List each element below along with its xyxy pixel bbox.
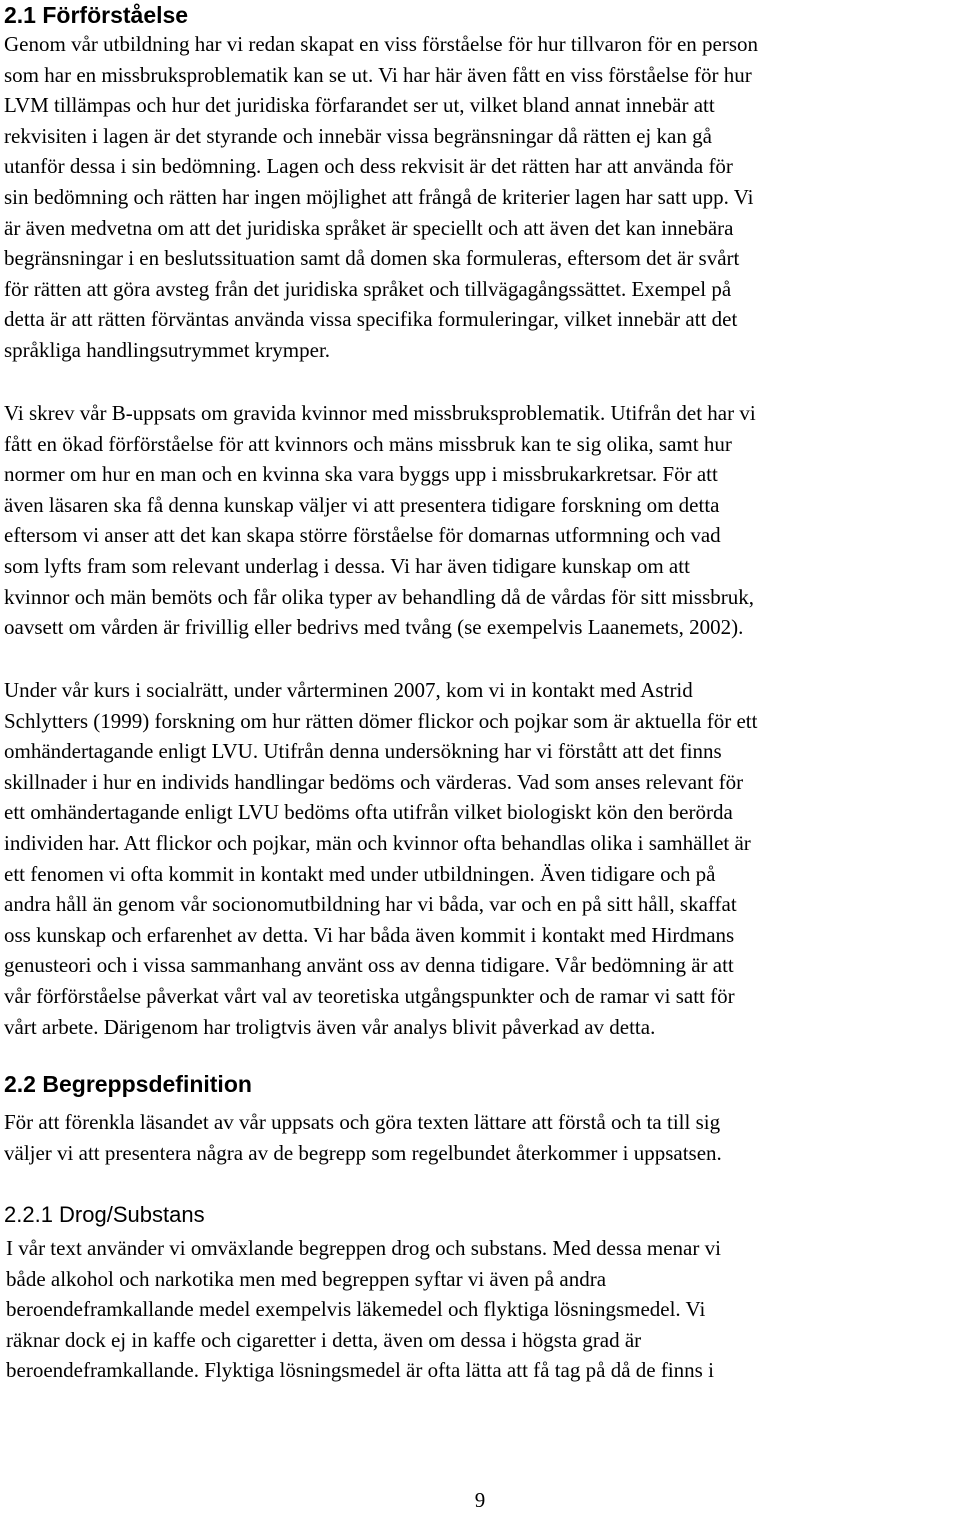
text-line: oss kunskap och erfarenhet av detta. Vi har båda även kommit i kontakt med Hirdmans <box>4 922 735 947</box>
text-line: som har en missbruksproblematik kan se ut. Vi har här även fått en viss förståelse för hur <box>4 62 752 87</box>
text-line: vårt arbete. Därigenom har troligtvis även vår analys blivit påverkad av detta. <box>4 1014 656 1039</box>
text-line: språkliga handlingsutrymmet krymper. <box>4 337 331 362</box>
paragraph-drog-substans <box>6 1233 721 1386</box>
text-line: även läsaren ska få denna kunskap väljer vi att presentera tidigare forskning om detta <box>4 492 720 517</box>
text-line: omhändertagande enligt LVU. Utifrån denna undersökning har vi förstått att det finns <box>4 739 722 764</box>
text-line: LVM tillämpas och hur det juridiska förfarandet ser ut, vilket bland annat innebär att <box>4 93 715 118</box>
text-line: för rätten att göra avsteg från det juridiska språket och tillvägagångssättet. Exempel på <box>4 276 732 301</box>
text-line: ett omhändertagande enligt LVU bedöms ofta utifrån vilket biologiskt kön den berörda <box>4 800 733 825</box>
text-line: begränsningar i en beslutssituation samt då domen ska formuleras, eftersom det är svårt <box>4 246 740 271</box>
text-line: Under vår kurs i socialrätt, under vårterminen 2007, kom vi in kontakt med Astrid <box>4 678 693 702</box>
text-line: sin bedömning och rätten har ingen möjlighet att frångå de kriterier lagen har satt upp. Vi <box>4 184 754 209</box>
text-line: är även medvetna om att det juridiska språket är speciellt och att även det kan innebära <box>4 215 734 240</box>
paragraph-begreppsdefinition <box>4 1107 722 1168</box>
text-line: väljer vi att presentera några av de begrepp som regelbundet återkommer i uppsatsen. <box>4 1140 722 1165</box>
text-line: skillnader i hur en individs handlingar bedöms och värderas. Vad som anses relevant för <box>4 769 744 794</box>
text-line: beroendeframkallande. Flyktiga lösningsmedel är ofta lätta att få tag på då de finns i <box>6 1358 714 1383</box>
text-line: räknar dock ej in kaffe och cigaretter i detta, även om dessa i högsta grad är <box>6 1327 642 1352</box>
text-line: som lyfts fram som relevant underlag i dessa. Vi har även tidigare kunskap om att <box>4 553 690 578</box>
text-line: beroendeframkallande medel exempelvis läkemedel och flyktiga lösningsmedel. Vi <box>6 1297 706 1322</box>
text-line: normer om hur en man och en kvinna ska vara byggs upp i missbrukarkretsar. För att <box>4 462 718 487</box>
text-line: I vår text använder vi omväxlande begreppen drog och substans. Med dessa menar vi <box>6 1236 721 1260</box>
text-line: rekvisiten i lagen är det styrande och innebär vissa begränsningar då rätten ej kan gå <box>4 123 712 148</box>
text-line: individen har. Att flickor och pojkar, män och kvinnor ofta behandlas olika i samhället är <box>4 830 751 855</box>
text-line: eftersom vi anser att det kan skapa större förståelse för domarnas utformning och vad <box>4 523 721 548</box>
text-line: Schlytters (1999) forskning om hur rätten dömer flickor och pojkar som är aktuella för ett <box>4 708 758 733</box>
text-line: utanför dessa i sin bedömning. Lagen och dess rekvisit är det rätten har att använda för <box>4 154 733 179</box>
section-heading-begreppsdefinition: 2.2 Begreppsdefinition <box>4 1071 252 1097</box>
text-line: fått en ökad förförståelse för att kvinnors och mäns missbruk kan te sig olika, samt hur <box>4 431 732 456</box>
subsection-heading-drog-substans: 2.2.1 Drog/Substans <box>4 1202 205 1227</box>
text-line: detta är att rätten förväntas använda vissa specifika formuleringar, vilket innebär att det <box>4 307 738 332</box>
page-number: 9 <box>474 1488 486 1512</box>
text-line: Vi skrev vår B-uppsats om gravida kvinnor med missbruksproblematik. Utifrån det har vi <box>4 401 756 425</box>
text-line: andra håll än genom vår socionomutbildning har vi båda, var och en på sitt håll, skaffat <box>4 892 737 917</box>
paragraph-forforstaelse-2 <box>4 398 756 643</box>
paragraph-forforstaelse-3 <box>4 675 757 1042</box>
text-line: kvinnor och män bemöts och får olika typer av behandling då de vårdas för sitt missbruk, <box>4 584 754 609</box>
paragraph-forforstaelse-1 <box>4 29 758 366</box>
text-line: både alkohol och narkotika men med begreppen syftar vi även på andra <box>6 1266 607 1291</box>
text-line: oavsett om vården är frivillig eller bedrivs med tvång (se exempelvis Laanemets, 2002). <box>4 615 744 640</box>
text-line: ett fenomen vi ofta kommit in kontakt med under utbildningen. Även tidigare och på <box>4 861 716 886</box>
text-line: genusteori och i vissa sammanhang använt oss av denna tidigare. Vår bedömning är att <box>4 953 734 978</box>
section-heading-forforstaelse: 2.1 Förförståelse <box>4 2 189 28</box>
text-line: För att förenkla läsandet av vår uppsats och göra texten lättare att förstå och ta till sig <box>4 1110 721 1134</box>
text-line: vår förförståelse påverkat vårt val av teoretiska utgångspunkter och de ramar vi satt för <box>4 983 735 1008</box>
text-line: Genom vår utbildning har vi redan skapat en viss förståelse för hur tillvaron för en person <box>4 32 759 56</box>
